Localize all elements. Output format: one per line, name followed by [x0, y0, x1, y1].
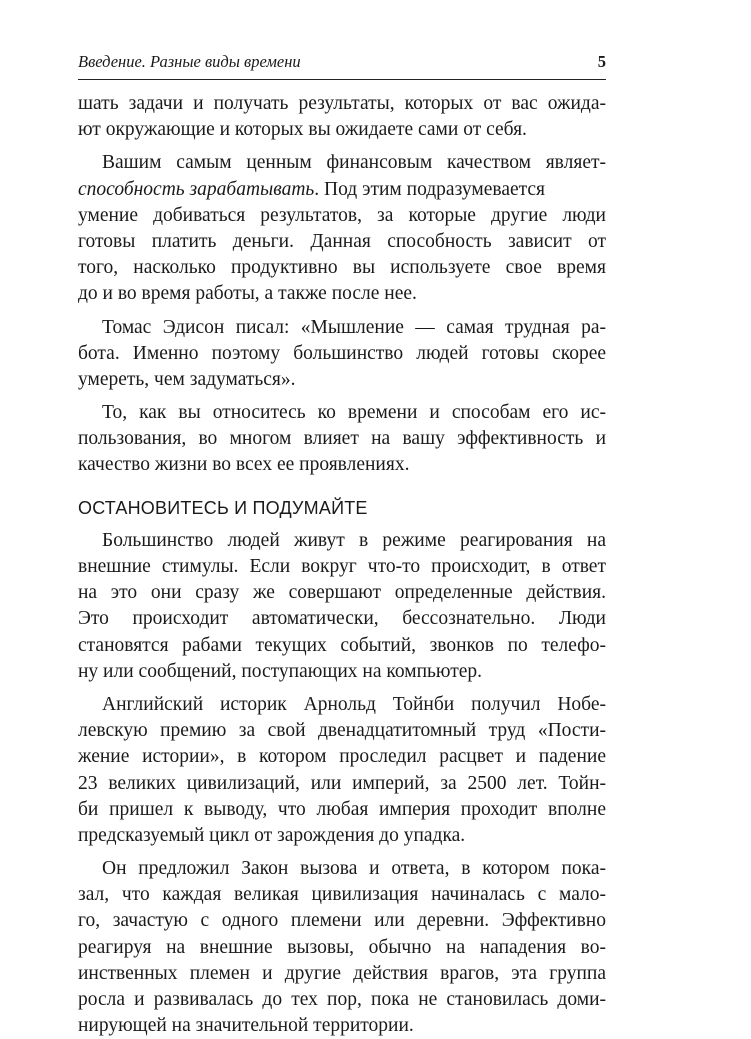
book-page	[78, 0, 606, 1037]
text-line: пользования, во многом влияет на вашу эффективность и	[78, 428, 606, 450]
text-line: умение добиваться результатов, за которые другие люди	[78, 204, 606, 226]
text-line: бота. Именно поэтому большинство людей готовы скорее	[78, 342, 606, 364]
text-line: становятся рабами текущих событий, звонков по телефо-	[78, 634, 606, 656]
text-line: Английский историк Арнольд Тойнби получил Нобе-	[102, 693, 606, 715]
text-line: на это они сразу же совершают определенные действия.	[78, 582, 606, 604]
text-line: Томас Эдисон писал: «Мышление — самая трудная ра-	[102, 316, 606, 338]
text-line	[78, 177, 606, 203]
text-line: реагируя на внешние вызовы, обычно на нападения во-	[78, 936, 606, 958]
section-heading: ОСТАНОВИТЕСЬ И ПОДУМАЙТЕ	[78, 497, 368, 518]
text-line: качество жизни во всех ее проявлениях.	[78, 454, 410, 476]
text-line: Вашим самым ценным финансовым качеством являет-	[102, 152, 606, 174]
text-line: того, насколько продуктивно вы используете свое время	[78, 257, 606, 279]
text-line: нирующей на значительной территории.	[78, 1015, 414, 1037]
text-line: го, зачастую с одного племени или деревни. Эффективно	[78, 910, 606, 932]
text-line: внешние стимулы. Если вокруг что-то происходит, в ответ	[78, 556, 606, 577]
emphasis-text: способность зарабатывать	[78, 178, 315, 200]
paragraph	[78, 315, 606, 394]
text-line: предсказуемый цикл от зарождения до упадка.	[78, 824, 466, 846]
running-head-title: Введение. Разные виды времени	[78, 52, 301, 71]
paragraph	[78, 91, 606, 143]
text-line: до и во время работы, а также после нее.	[78, 283, 417, 305]
paragraph	[78, 856, 606, 1039]
text-fragment: . Под этим подразумевается	[314, 178, 546, 200]
text-line: 23 великих цивилизаций, или империй, за 2500 лет. Тойн-	[78, 772, 606, 794]
body-text	[78, 91, 606, 1039]
paragraph	[78, 692, 606, 849]
text-line: умереть, чем задуматься».	[78, 368, 296, 390]
text-line: жение истории», в котором проследил расцвет и падение	[78, 746, 606, 768]
text-line: левскую премию за свой двенадцатитомный труд «Пости-	[78, 720, 606, 742]
text-line: Это происходит автоматически, бессознательно. Люди	[78, 608, 606, 630]
text-line: росла и развивалась до тех пор, пока не становилась доми-	[78, 989, 606, 1010]
header-rule	[78, 79, 606, 80]
text-line: инственных племен и другие действия врагов, эта группа	[78, 962, 606, 984]
text-line: Он предложил Закон вызова и ответа, в котором пока-	[102, 858, 606, 880]
text-line: ну или сообщений, поступающих на компьютер.	[78, 660, 483, 682]
running-head	[78, 50, 606, 74]
text-line: би пришел к выводу, что любая империя проходит вполне	[78, 798, 606, 820]
paragraph	[78, 528, 606, 685]
paragraph	[78, 400, 606, 479]
text-line: шать задачи и получать результаты, которых от вас ожида-	[78, 93, 606, 114]
text-line: Большинство людей живут в режиме реагирования на	[102, 529, 606, 551]
text-line: ют окружающие и которых вы ожидаете сами от себя.	[78, 119, 527, 141]
page-number: 5	[597, 52, 606, 71]
paragraph	[78, 150, 606, 307]
text-line: То, как вы относитесь ко времени и способам его ис-	[102, 402, 606, 424]
text-line: готовы платить деньги. Данная способность зависит от	[78, 230, 606, 252]
text-line: зал, что каждая великая цивилизация начиналась с мало-	[78, 884, 606, 906]
